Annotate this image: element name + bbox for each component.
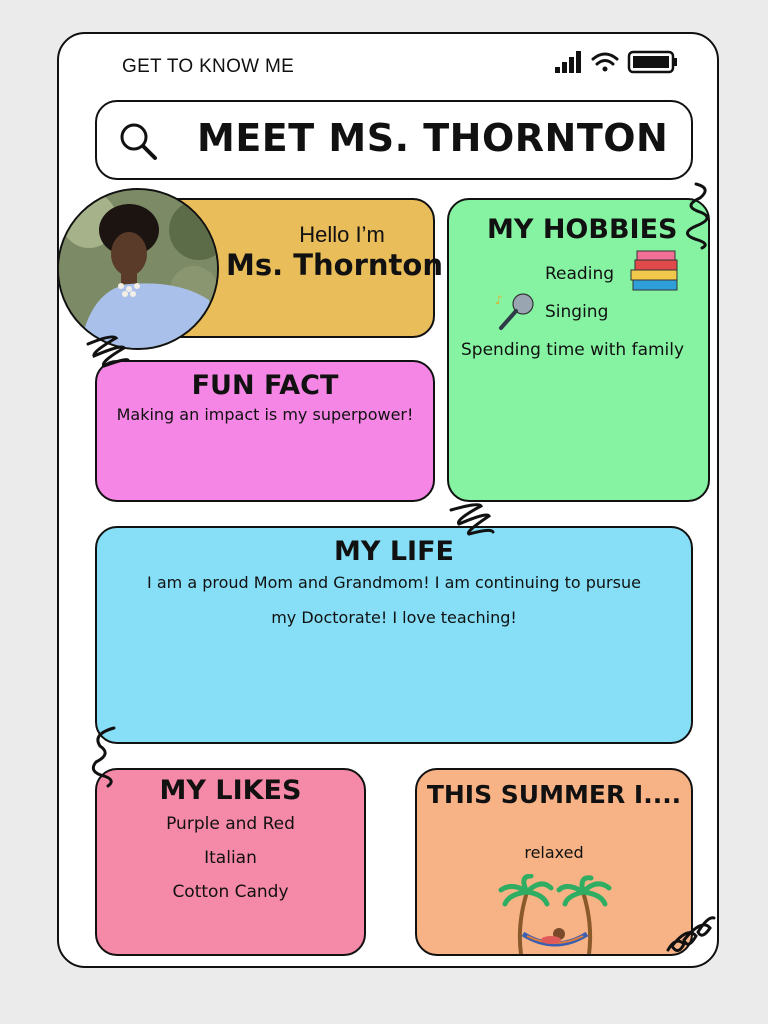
my-likes-card — [95, 768, 366, 956]
my-life-title: MY LIFE — [334, 536, 454, 567]
search-icon[interactable] — [117, 120, 161, 164]
my-life-text: I am a proud Mom and Grandmom! I am continuing to pursue — [147, 573, 641, 592]
squiggle-decoration — [82, 330, 132, 374]
fun-fact-card — [95, 360, 435, 502]
hobbies-card — [447, 198, 710, 502]
status-icons — [553, 48, 683, 78]
hobbies-title: MY HOBBIES — [487, 214, 678, 245]
summer-card — [415, 768, 693, 956]
avatar — [57, 188, 219, 350]
squiggle-decoration — [445, 500, 499, 544]
wifi-icon — [593, 54, 617, 72]
books-icon — [629, 248, 681, 296]
search-bar[interactable] — [95, 100, 693, 180]
hello-greeting: Hello I’m — [299, 222, 385, 247]
squiggle-decoration — [662, 906, 718, 966]
summer-text: relaxed — [524, 843, 584, 862]
battery-icon — [629, 52, 677, 72]
fun-fact-title: FUN FACT — [191, 370, 339, 401]
hobby-item: Spending time with family — [461, 340, 685, 360]
like-item: Italian — [204, 848, 257, 868]
like-item: Purple and Red — [166, 814, 295, 834]
fun-fact-text: Making an impact is my superpower! — [116, 405, 414, 424]
squiggle-decoration — [676, 180, 716, 250]
status-title: GET TO KNOW ME — [122, 56, 295, 77]
squiggle-decoration — [86, 724, 126, 788]
hobby-item: Singing — [545, 302, 609, 322]
hobby-item: Reading — [545, 264, 615, 284]
hello-name: Ms. Thornton — [226, 248, 443, 282]
signal-icon — [555, 51, 581, 73]
microphone-icon — [493, 290, 539, 336]
my-life-card — [95, 526, 693, 744]
portrait-image — [59, 190, 219, 350]
svg-text:♪: ♪ — [495, 293, 503, 307]
like-item: Cotton Candy — [172, 882, 289, 902]
hammock-palm-icon — [497, 874, 613, 956]
page-title: MEET MS. THORNTON — [197, 116, 669, 160]
summer-title: THIS SUMMER I.... — [426, 780, 682, 809]
my-likes-title: MY LIKES — [159, 775, 302, 806]
my-life-text: my Doctorate! I love teaching! — [271, 608, 517, 627]
